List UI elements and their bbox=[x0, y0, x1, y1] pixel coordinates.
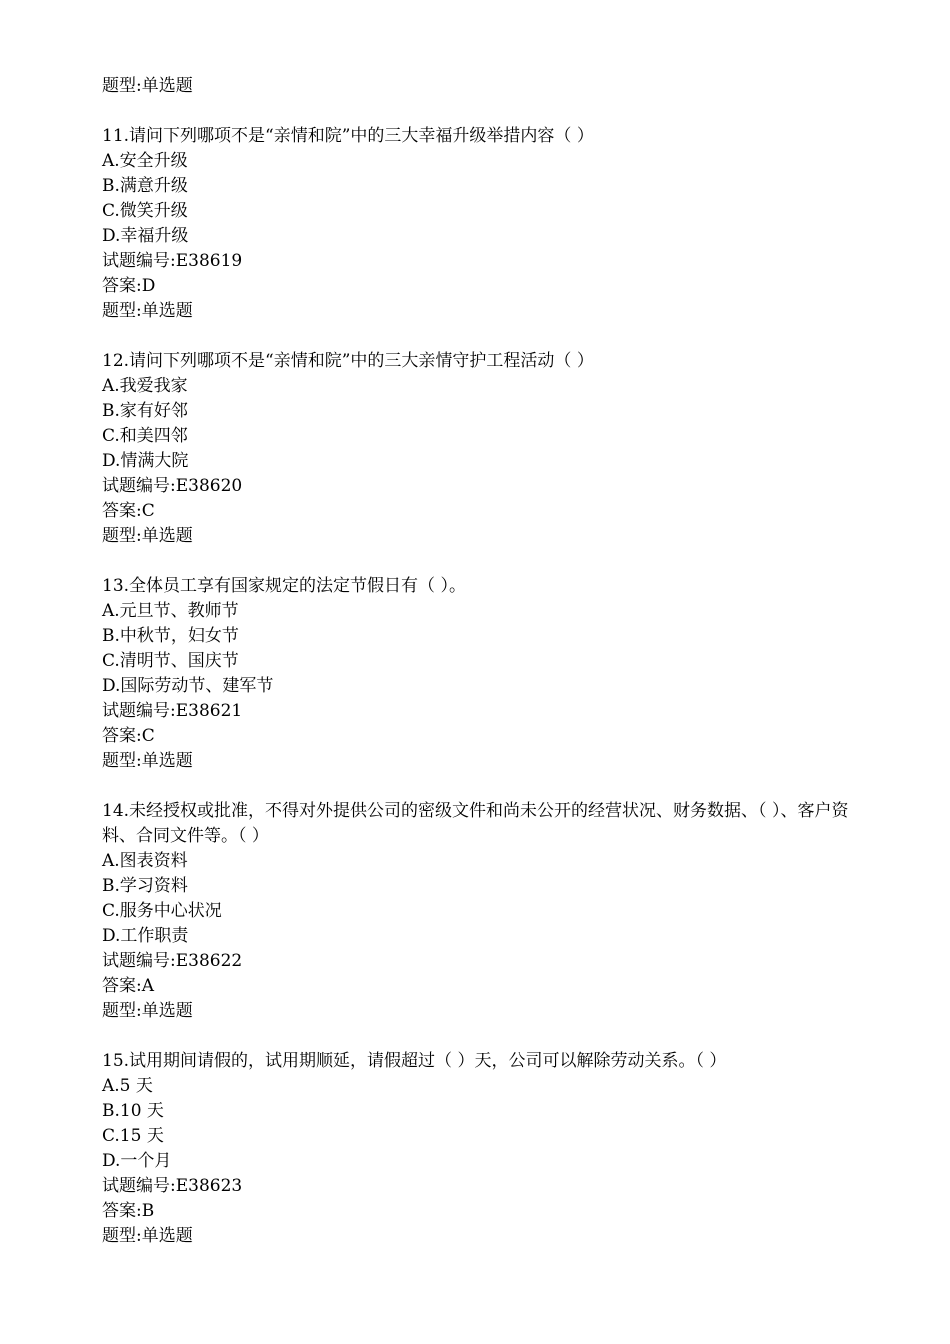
option-d: D.情满大院 bbox=[102, 451, 189, 471]
question-id: 试题编号:E38619 bbox=[102, 251, 243, 271]
question-id: 试题编号:E38621 bbox=[102, 701, 243, 721]
question-answer: 答案:A bbox=[102, 976, 155, 996]
option-c: C.服务中心状况 bbox=[102, 901, 222, 921]
option-c: C.微笑升级 bbox=[102, 201, 188, 221]
question-answer: 答案:C bbox=[102, 501, 155, 521]
option-b: B.中秋节，妇女节 bbox=[102, 626, 239, 646]
option-b: B.10 天 bbox=[102, 1101, 164, 1121]
option-c: C.清明节、国庆节 bbox=[102, 651, 239, 671]
question-answer: 答案:D bbox=[102, 276, 156, 296]
question-15 bbox=[102, 1049, 862, 1249]
question-answer: 答案:B bbox=[102, 1201, 155, 1221]
question-11 bbox=[102, 124, 862, 324]
option-d: D.国际劳动节、建军节 bbox=[102, 676, 274, 696]
question-14 bbox=[102, 799, 862, 1024]
option-c: C.15 天 bbox=[102, 1126, 164, 1146]
question-id: 试题编号:E38620 bbox=[102, 476, 243, 496]
question-13 bbox=[102, 574, 862, 774]
document-page bbox=[102, 74, 862, 1249]
question-text: 14.未经授权或批准，不得对外提供公司的密级文件和尚未公开的经营状况、财务数据、（ ）、客户资料、合同文件等。（ ） bbox=[102, 801, 849, 846]
option-b: B.家有好邻 bbox=[102, 401, 188, 421]
option-a: A.我爱我家 bbox=[102, 376, 188, 396]
question-type: 题型:单选题 bbox=[102, 301, 193, 321]
option-a: A.安全升级 bbox=[102, 151, 188, 171]
option-b: B.学习资料 bbox=[102, 876, 188, 896]
option-b: B.满意升级 bbox=[102, 176, 188, 196]
option-d: D.一个月 bbox=[102, 1151, 172, 1171]
question-text: 15.试用期间请假的，试用期顺延，请假超过（ ）天，公司可以解除劳动关系。（ ） bbox=[102, 1051, 727, 1071]
question-text: 11.请问下列哪项不是“亲情和院”中的三大幸福升级举措内容（ ） bbox=[102, 126, 594, 146]
question-type: 题型:单选题 bbox=[102, 76, 193, 96]
question-type: 题型:单选题 bbox=[102, 1226, 193, 1246]
question-id: 试题编号:E38623 bbox=[102, 1176, 243, 1196]
question-type: 题型:单选题 bbox=[102, 1001, 193, 1021]
question-text: 13.全体员工享有国家规定的法定节假日有（ ）。 bbox=[102, 576, 466, 596]
question-id: 试题编号:E38622 bbox=[102, 951, 243, 971]
option-d: D.工作职责 bbox=[102, 926, 189, 946]
option-a: A.5 天 bbox=[102, 1076, 153, 1096]
question-type: 题型:单选题 bbox=[102, 526, 193, 546]
option-c: C.和美四邻 bbox=[102, 426, 188, 446]
option-a: A.图表资料 bbox=[102, 851, 188, 871]
option-a: A.元旦节、教师节 bbox=[102, 601, 239, 621]
question-type: 题型:单选题 bbox=[102, 751, 193, 771]
question-text: 12.请问下列哪项不是“亲情和院”中的三大亲情守护工程活动（ ） bbox=[102, 351, 594, 371]
question-12 bbox=[102, 349, 862, 549]
option-d: D.幸福升级 bbox=[102, 226, 189, 246]
question-answer: 答案:C bbox=[102, 726, 155, 746]
